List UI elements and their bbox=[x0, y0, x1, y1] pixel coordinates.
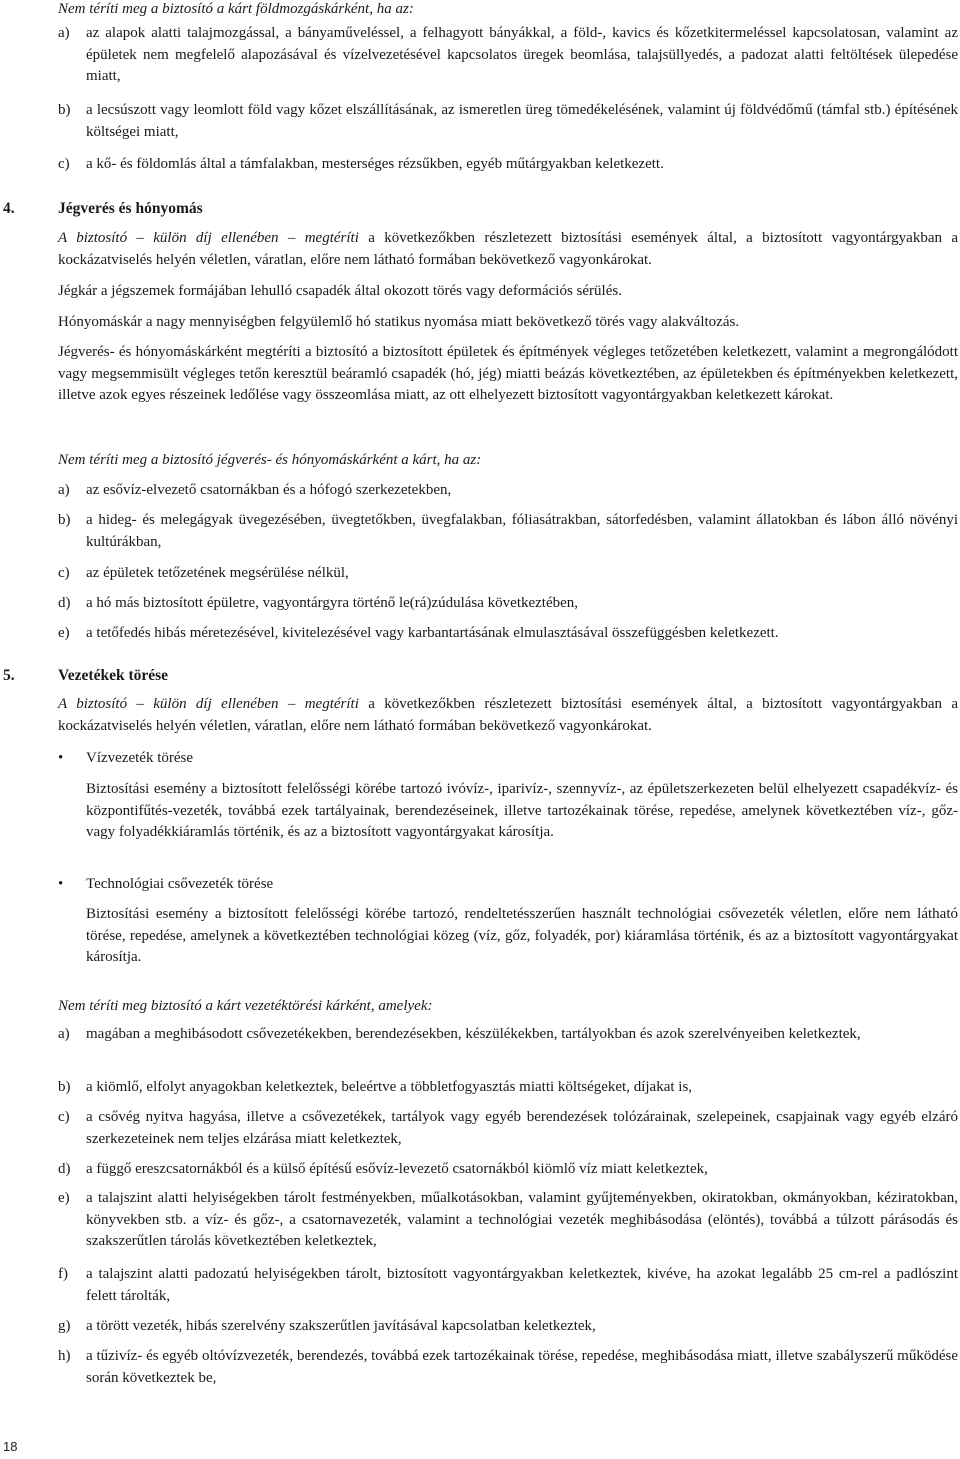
list-item-label: c) bbox=[58, 1109, 70, 1125]
list-item-text: az épületek tetőzetének megsérülése nélkül, bbox=[86, 565, 349, 581]
list-item-label: a) bbox=[58, 482, 70, 498]
list-item-label: b) bbox=[58, 1079, 71, 1095]
list-item-text: a függő ereszcsatornákból és a külső építésű esővíz-levezető csatornákból kiömlő víz miatt keletkeztek, bbox=[86, 1161, 708, 1177]
section4-paragraph-coverage bbox=[58, 228, 958, 271]
list-item-label: c) bbox=[58, 156, 70, 172]
section5-number: 5. bbox=[3, 667, 15, 684]
list-item-text: a tűzivíz- és egyéb oltóvízvezeték, berendezés, továbbá ezek tartozékainak törése, repedése, meghibásodása miatt, illetve szabályszerű működése során következtek be, bbox=[86, 1348, 958, 1386]
list-item-text: a lecsúszott vagy leomlott föld vagy kőzet elszállításának, az ismeretlen üreg tömedékelésének, valamint új földvédőmű (támfal stb.) építésének költségei miatt, bbox=[86, 102, 958, 140]
list-item-text: az alapok alatti talajmozgással, a bányaműveléssel, a felhagyott bányákkal, a föld-, kavics és kőzetkitermeléssel kapcsolatosan, valamint az épületek nem megfelelő alapozásával és vízelvezetésével kapcsolatos üregek beomlása, talajsüllyedés, a padozat alatti feltöltések ülepedése miatt, bbox=[86, 25, 958, 84]
list-item-text: a kő- és földomlás által a támfalakban, mesterséges rézsűkben, egyéb műtárgyakban keletkezett. bbox=[86, 156, 664, 172]
list-item-label: d) bbox=[58, 595, 71, 611]
list-item-label: d) bbox=[58, 1161, 71, 1177]
bullet-body-water-pipe: Biztosítási esemény a biztosított felelősségi körébe tartozó ivóvíz-, iparivíz-, szennyvíz-, az épületszerkezeten belül elhelyezett csapadékvíz- és központifűtés-vezeték, továbbá ezek tartályainak, berendezéseinek, illetve tartozékainak törése, repedése, amelynek következtében víz-, gőz- vagy folyadékkiáramlás történik, és az a biztosított vagyontárgyakat károsítja. bbox=[86, 781, 958, 840]
section4-paragraph-scope: Jégverés- és hónyomáskárként megtéríti a biztosító a biztosított épületek és építmények végleges tetőzetében keletkezett, valamint a megrongálódott vagy megsemmisült végleges tetőn keresztül beáramló csapadék (hó, jég) miatti beázás következtében, az épületekben és építményekben keletkezett, illetve azok egyes részeinek ledőlése vagy összeomlása miatt, az ott elhelyezett biztosított vagyontárgyakban keletkezett károkat. bbox=[58, 344, 958, 403]
coverage-clause-rest: a következőkben részletezett biztosítási események által, a biztosított vagyontárgyakban a kockázatviselés helyén véletlen, váratlan, előre nem látható formában bekövetkező vagyonkárokat. bbox=[58, 230, 958, 268]
list-item-text: a csővég nyitva hagyása, illetve a csővezetékek, tartályok vagy egyéb berendezések tolózárainak, szelepeinek, csapjainak vagy egyéb elzáró szerkezeteinek nem teljes elzárása miatt keletkeztek, bbox=[86, 1109, 958, 1147]
section4-title: Jégverés és hónyomás bbox=[58, 200, 203, 217]
section3-exclusions-intro: Nem téríti meg a biztosító a kárt földmozgáskárként, ha az: bbox=[58, 1, 414, 17]
coverage-clause-rest: a következőkben részletezett biztosítási események által, a biztosított vagyontárgyakban a kockázatviselés helyén véletlen, váratlan, előre nem látható formában bekövetkező vagyonkárokat. bbox=[58, 696, 958, 734]
list-item-label: e) bbox=[58, 1190, 70, 1206]
list-item-label: g) bbox=[58, 1318, 71, 1334]
list-item-text: a törött vezeték, hibás szerelvény szakszerűtlen javításával kapcsolatban keletkeztek, bbox=[86, 1318, 596, 1334]
list-item-text: a hideg- és melegágyak üvegezésében, üvegtetőkben, üvegfalakban, fóliasátrakban, sátorfedésben, valamint állatokban és lábon álló növényi kultúrákban, bbox=[86, 512, 958, 550]
list-item-text: a talajszint alatti helyiségekben tárolt festményekben, műalkotásokban, valamint gyűjteményekben, okiratokban, okmányokban, kéziratokban, könyvekben stb. a víz- és gőz-, a csatornavezeték, valamint a technológiai vezeték meghibásodása (elöntés), továbbá a túlzott párásodás és szakszerűtlen tárolás következtében keletkeztek, bbox=[86, 1190, 958, 1249]
list-item-label: a) bbox=[58, 25, 70, 41]
section4-paragraph-hail: Jégkár a jégszemek formájában lehulló csapadék által okozott törés vagy deformációs sérülés. bbox=[58, 283, 622, 299]
bullet-body-tech-pipe: Biztosítási esemény a biztosított felelősségi körébe tartozó, rendeltetésszerűen használt technológiai csővezeték véletlen, előre nem látható törése, repedése, amelynek a következtében technológiai közeg (víz, gőz, folyadék, por) kiáramlása történik, és az a biztosított vagyontárgyakat károsítja. bbox=[86, 906, 958, 965]
list-item-label: b) bbox=[58, 102, 71, 118]
section5-exclusions-intro: Nem téríti meg biztosító a kárt vezetéktörési kárként, amelyek: bbox=[58, 998, 433, 1014]
coverage-clause-italic: A biztosító – külön díj ellenében – megtéríti bbox=[58, 230, 359, 246]
list-item-text: a hó más biztosított épületre, vagyontárgyra történő le(rá)zúdulása következtében, bbox=[86, 595, 579, 611]
section4-number: 4. bbox=[3, 200, 15, 217]
list-item-label: h) bbox=[58, 1348, 71, 1364]
bullet-title-tech-pipe: Technológiai csővezeték törése bbox=[86, 876, 274, 892]
section4-exclusions-intro: Nem téríti meg a biztosító jégverés- és hónyomáskárként a kárt, ha az: bbox=[58, 452, 482, 468]
bullet-glyph: • bbox=[58, 876, 64, 892]
list-item-label: c) bbox=[58, 565, 70, 581]
section5-title: Vezetékek törése bbox=[58, 667, 169, 684]
bullet-title-water-pipe: Vízvezeték törése bbox=[86, 750, 194, 766]
coverage-clause-italic: A biztosító – külön díj ellenében – megtéríti bbox=[58, 696, 359, 712]
list-item-text: az esővíz-elvezető csatornákban és a hófogó szerkezetekben, bbox=[86, 482, 452, 498]
list-item-label: b) bbox=[58, 512, 71, 528]
page-number: 18 bbox=[3, 1439, 18, 1454]
list-item-text: a talajszint alatti padozatú helyiségekben tárolt, biztosított vagyontárgyakban keletkeztek, kivéve, ha azokat legalább 25 cm-rel a padlószint felett tárolták, bbox=[86, 1266, 958, 1304]
section4-paragraph-snow: Hónyomáskár a nagy mennyiségben felgyülemlő hó statikus nyomása miatt bekövetkező törés vagy alakváltozás. bbox=[58, 314, 740, 330]
list-item-label: e) bbox=[58, 625, 70, 641]
section5-paragraph-coverage bbox=[58, 694, 958, 737]
list-item-text: a kiömlő, elfolyt anyagokban keletkeztek, beleértve a többletfogyasztás miatti költségeket, díjakat is, bbox=[86, 1079, 693, 1095]
list-item-text: a tetőfedés hibás méretezésével, kivitelezésével vagy karbantartásának elmulasztásával összefüggésben keletkezett. bbox=[86, 625, 779, 641]
list-item-text: magában a meghibásodott csővezetékekben, berendezésekben, készülékekben, tartályokban és azok szerelvényeiben keletkeztek, bbox=[86, 1026, 861, 1042]
list-item-label: f) bbox=[58, 1266, 68, 1282]
list-item-label: a) bbox=[58, 1026, 70, 1042]
bullet-glyph: • bbox=[58, 750, 64, 766]
